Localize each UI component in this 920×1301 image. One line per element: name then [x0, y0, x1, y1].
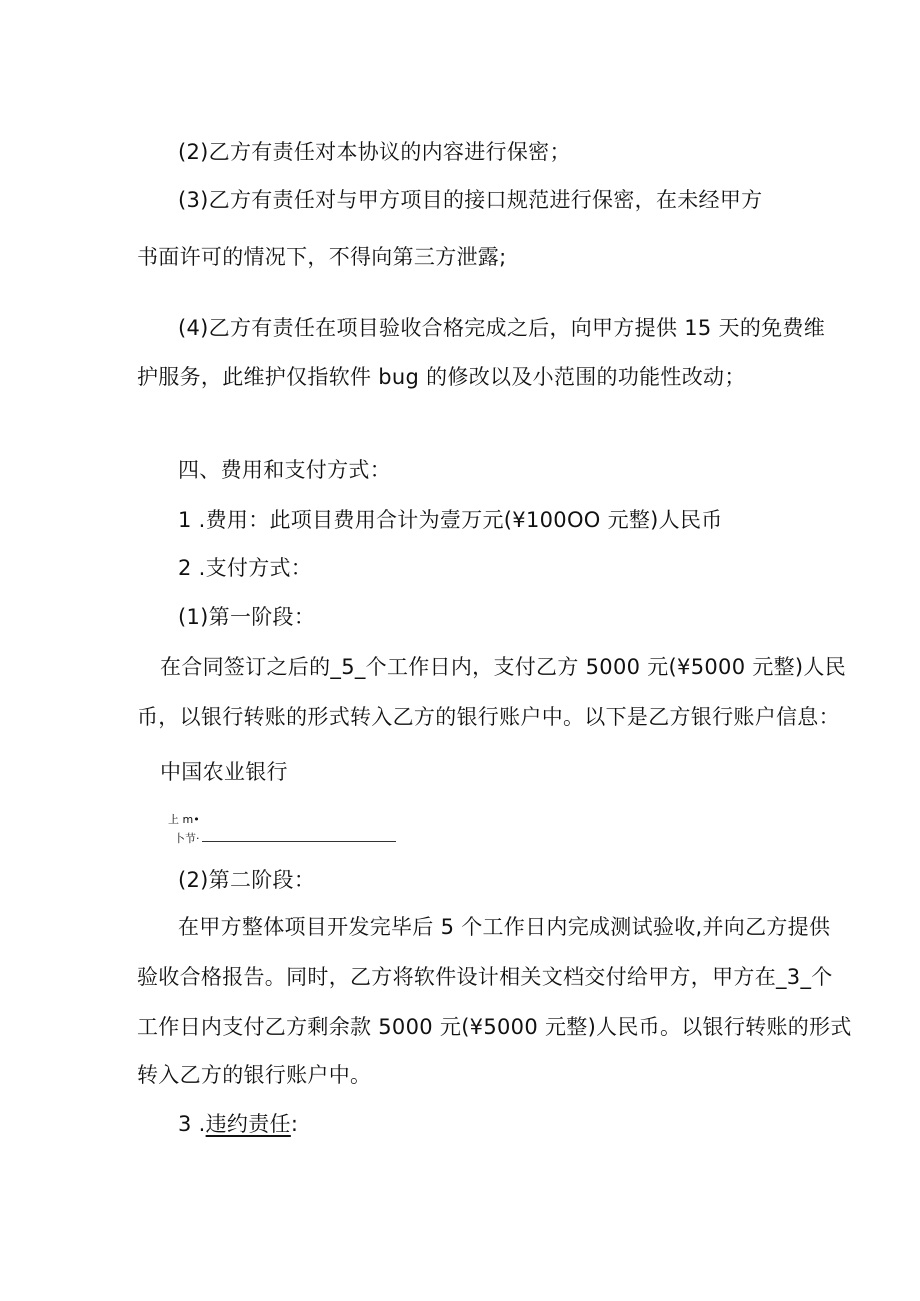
stage-2-line-3: 工作日内支付乙方剩余款 5000 元(¥5000 元整)人民币。以银行转账的形式	[137, 1015, 852, 1039]
payment-method-item: 2 .支付方式：	[178, 556, 313, 580]
bank-name: 中国农业银行	[160, 760, 288, 784]
clause-3-line-2: 书面许可的情况下，不得向第三方泄露;	[137, 245, 507, 269]
breach-liability-item	[178, 1109, 298, 1139]
fee-item: 1 .费用：此项目费用合计为壹万元(¥100OO 元整)人民币	[178, 508, 723, 532]
stage-2-line-1: 在甲方整体项目开发完毕后 5 个工作日内完成测试验收,并向乙方提供	[178, 915, 831, 939]
account-info-label-1: 上 m•	[168, 813, 200, 826]
stage-1-line-1: 在合同签订之后的_5_个工作日内，支付乙方 5000 元(¥5000 元整)人民	[160, 655, 847, 679]
breach-liability-title: 违约责任	[205, 1112, 291, 1136]
clause-3-line-1: (3)乙方有责任对与甲方项目的接口规范进行保密，在未经甲方	[178, 188, 763, 212]
stage-1-heading: (1)第一阶段：	[178, 605, 316, 629]
clause-4-line-2: 护服务，此维护仅指软件 bug 的修改以及小范围的功能性改动；	[137, 365, 746, 389]
account-info-blank	[202, 831, 396, 842]
stage-2-line-2: 验收合格报告。同时，乙方将软件设计相关文档交付给甲方，甲方在_3_个	[137, 965, 833, 989]
stage-1-line-2: 币，以银行转账的形式转入乙方的银行账户中。以下是乙方银行账户信息：	[137, 705, 840, 729]
account-info-label-2: 卜节·	[174, 832, 200, 845]
breach-liability-number: 3 .	[178, 1112, 206, 1136]
stage-2-line-4: 转入乙方的银行账户中。	[137, 1063, 372, 1087]
clause-2: (2)乙方有责任对本协议的内容进行保密；	[178, 140, 571, 164]
section-4-heading: 四、费用和支付方式：	[178, 458, 391, 482]
account-info-line-2	[174, 831, 396, 846]
breach-liability-colon: :	[290, 1112, 299, 1136]
clause-4-line-1: (4)乙方有责任在项目验收合格完成之后，向甲方提供 15 天的免费维	[178, 316, 826, 340]
stage-2-heading: (2)第二阶段：	[178, 868, 316, 892]
